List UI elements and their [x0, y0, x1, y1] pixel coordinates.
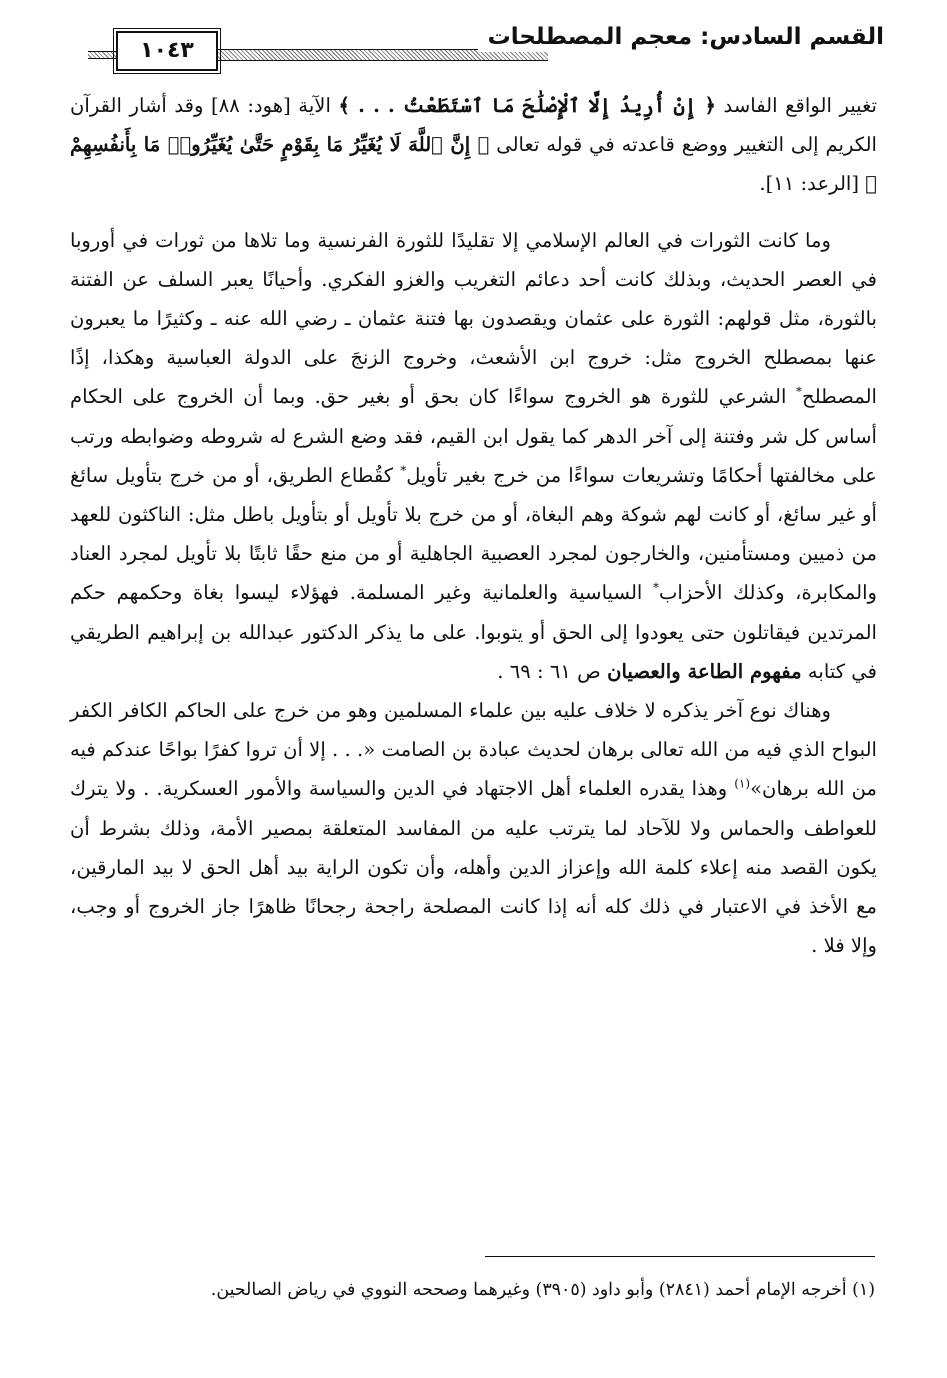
footnote-ref: (١): [734, 776, 751, 791]
footnote: (١) أخرجه الإمام أحمد (٢٨٤١) وأبو داود (٣٩٠٥) وغيرهما وصححه النووي في رياض الصالحين.: [210, 1280, 875, 1300]
section-title: القسم السادس: معجم المصطلحات: [478, 22, 884, 52]
text-run: [الرعد: ١١].: [759, 172, 866, 196]
quran-verse: ﴿ إِنَّ ٱللَّهَ لَا يُغَيِّرُ مَا بِقَوْمٍ حَتَّىٰ يُغَيِّرُوا۟ مَا بِأَنفُسِهِمْ ﴾: [70, 133, 877, 196]
paragraph: [70, 221, 877, 691]
text-run: تغيير الواقع الفاسد: [716, 94, 877, 117]
page-number: ١٠٤٣: [116, 31, 218, 71]
text-run: السياسية والعلمانية وغير المسلمة. فهؤلاء ليسوا بغاة وحكمهم حكم المرتدين فيقاتلون حتى يعودوا إلى الحق أو يتوبوا. على ما يذكر الدكتور عبدالله بن إبراهيم الطريقي في كتابه: [70, 581, 877, 683]
main-text: [70, 86, 877, 965]
term-marker: *: [652, 580, 659, 595]
paragraph: [70, 691, 877, 965]
paragraph: [70, 86, 877, 204]
running-header: [88, 22, 884, 72]
header-ornament-rule-left: [88, 51, 116, 59]
text-run: ص ٦١ : ٦٩ .: [497, 659, 608, 683]
book-title: مفهوم الطاعة والعصيان: [607, 659, 802, 683]
text-run: وهناك نوع آخر يذكره لا خلاف عليه بين علماء المسلمين وهو من خرج على الحاكم الكافر الكفر البواح الذي فيه من الله تعالى برهان لحديث عبادة بن الصامت «. . . إلا أن تروا كفرًا بواحًا عندكم فيه من الله برهان»: [70, 699, 877, 801]
text-run: الآية [هود: ٨٨] وقد أشار القرآن الكريم إلى التغيير ووضع قاعدته في قوله تعالى: [70, 94, 878, 157]
text-run: كقُطاع الطريق، أو من خرج بتأويل سائغ أو غير سائغ، أو كانت لهم شوكة وهم البغاة، أو من خرج بلا تأويل أو بتأويل باطل مثل: الناكثون للعهد من ذميين ومستأمنين، والخارجون لمجرد العصبية الجاهلية أو من منع حقًا ثابتًا بلا تأويل لمجرد العناد والمكابرة، وكذلك الأحزاب: [70, 463, 878, 605]
quran-verse: ﴿ إِنْ أُرِيدُ إِلَّا ٱلْإِصْلَٰحَ مَا ٱسْتَطَعْتُ . . . ﴾: [338, 94, 716, 117]
term-marker: *: [400, 463, 407, 478]
text-run: وهذا يقدره العلماء أهل الاجتهاد في الدين والسياسة والأمور العسكرية. . ولا يترك للعواطف والحماس ولا للآحاد لما يترتب عليه من المفاسد المتعلقة بمصير الأمة، وذلك بشرط أن يكون القصد منه إعلاء كلمة الله وإعزاز الدين وأهله، وأن تكون الراية بيد أهل الحق لا بيد المارقين، مع الأخذ في الاعتبار في ذلك كله أنه إذا كانت المصلحة راجحة رجحانًا ظاهرًا جاز الخروج أو وجب، وإلا فلا .: [70, 777, 877, 958]
footnote-divider: [485, 1256, 875, 1257]
text-run: وما كانت الثورات في العالم الإسلامي إلا تقليدًا للثورة الفرنسية وما تلاها من ثورات في أوروبا في العصر الحديث، وبذلك كانت أحد دعائم التغريب والغزو الفكري. وأحيانًا يعبر السلف عن الفتنة بالثورة، مثل قولهم: الثورة على عثمان ويقصدون بها فتنة عثمان ـ رضي الله عنه ـ وكثيرًا ما يعبرون عنها بمصطلح الخروج مثل: خروج ابن الأشعث، وخروج الزنجَ على الدولة العباسية وهكذا، إذًا المصطلح: [70, 228, 877, 409]
text-run: الشرعي للثورة هو الخروج سواءًا كان بحق أو بغير حق. وبما أن الخروج على الحكام أساس كل شر وفتنة إلى آخر الدهر كما يقول ابن القيم، فقد وضع الشرع له شروطه وضوابطه ورتب على مخالفتها أحكامًا وتشريعات سواءًا من خرج بغير تأويل: [70, 385, 877, 487]
term-marker: *: [796, 384, 803, 399]
